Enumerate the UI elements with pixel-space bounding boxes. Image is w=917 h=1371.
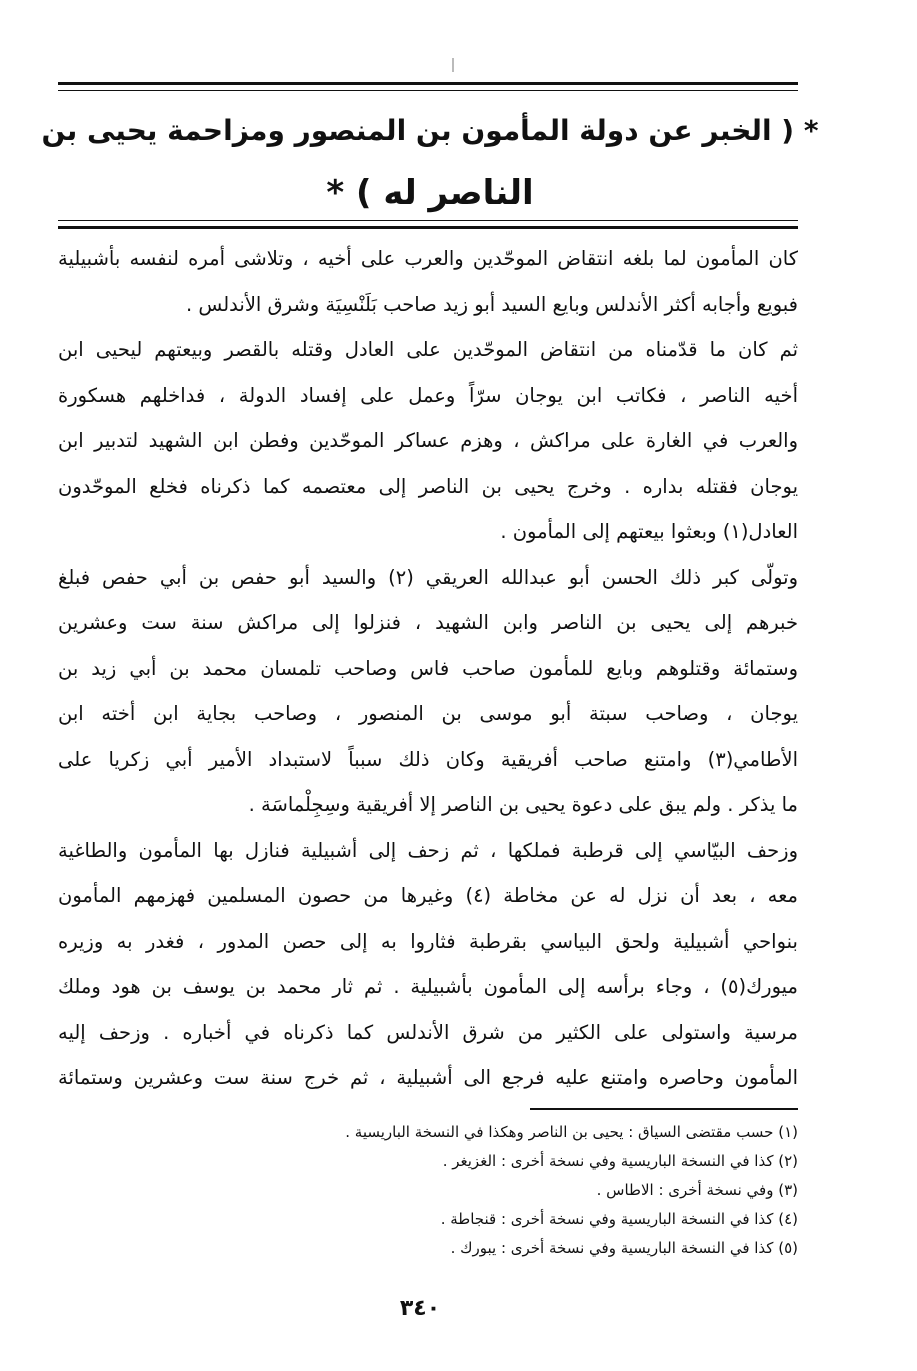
body-line: ميورك(٥) ، وجاء برأسه إلى المأمون بأشبيلية . ثم ثار محمد بن يوسف بن هود وملك [58,975,798,998]
body-line: المأمون وحاصره وامتنع عليه فرجع الى أشبيلية ، ثم خرج سنة ست وعشرين وستمائة [58,1066,798,1089]
body-line: أخيه الناصر ، فكاتب ابن يوجان سرّاً وعمل على إفساد الدولة ، فداخلهم هسكورة [58,383,798,407]
footnote-3: (٣) وفي نسخة أخرى : الاطاس . [596,1181,798,1199]
body-line: ما يذكر . ولم يبق على دعوة يحيى بن الناصر إلا أفريقية وسِجِلْماسَة . [248,793,798,816]
footnote-4: (٤) كذا في النسخة الباريسية وفي نسخة أخرى : قنجاطة . [440,1210,798,1228]
chapter-heading [40,100,820,224]
top-rule-thick [58,82,798,85]
body-line: وستمائة وقتلوهم وبايع للمأمون صاحب فاس وصاحب تلمسان محمد بن أبي زيد بن [58,656,798,680]
body-line: كان المأمون لما بلغه انتقاض الموحّدين والعرب على أخيه ، وتلاشى أمره لنفسه بأشبيلية [58,247,798,270]
body-line: معه ، بعد أن نزل له عن مخاطة (٤) وغيرها من حصون المسلمين فهزمهم المأمون [58,884,798,907]
footnote-5: (٥) كذا في النسخة الباريسية وفي نسخة أخرى : يبورك . [450,1239,798,1257]
body-line: وزحف البيّاسي إلى قرطبة فملكها ، ثم زحف إلى أشبيلية فنازل بها المأمون والطاغية [58,838,798,862]
footnote-separator [530,1108,798,1110]
body-line: ثم كان ما قدّمناه من انتقاض الموحّدين على العادل وقتله بالقصر وبيعتهم ليحيى ابن [58,338,798,361]
footnote-2: (٢) كذا في النسخة الباريسية وفي نسخة أخرى : الغزيغر . [442,1152,798,1170]
body-line: خبرهم إلى يحيى بن الناصر وابن الشهيد ، فنزلوا إلى مراكش سنة ست وعشرين [58,611,798,634]
bottom-rule-thick [58,226,798,229]
body-text [58,236,798,1101]
body-line: والعرب في الغارة على مراكش ، وهزم عساكر الموحّدين وفطن ابن الشهيد لتدبير ابن [58,429,798,452]
heading-line-2: الناصر له ) * [326,173,534,213]
body-line: مرسية واستولى على الكثير من شرق الأندلس كما ذكرناه في أخباره . وزحف إليه [58,1020,798,1044]
bottom-rule-thin [58,220,798,221]
body-line: الأطامي(٣) وامتنع صاحب أفريقية وكان ذلك سبباً لاستبداد الأمير أبي زكريا على [58,747,798,771]
footnotes [58,1118,798,1263]
page-number: ٣٤٠ [399,1296,441,1321]
scan-mark [452,58,454,72]
body-line: وتولّى كبر ذلك الحسن أبو عبدالله العريقي (٢) والسيد أبو حفص بن أبي حفص فبلغ [58,565,798,589]
body-line: يوجان ، وصاحب سبتة أبو موسى بن المنصور ، وصاحب بجاية ابن أخته ابن [58,702,798,725]
footnote-1: (١) حسب مقتضى السياق : يحيى بن الناصر وهكذا في النسخة الباريسية . [345,1123,798,1141]
body-line: يوجان فقتله بداره . وخرج يحيى بن الناصر إلى معتصمه كما ذكرناه فخلع الموحّدون [58,474,798,498]
body-line: العادل(١) وبعثوا بيعتهم إلى المأمون . [500,520,798,543]
heading-line-1: * ( الخبر عن دولة المأمون بن المنصور ومزاحمة يحيى بن [41,114,819,147]
body-line: بنواحي أشبيلية ولحق البياسي بقرطبة فثاروا به إلى حصن المدور ، فغدر به وزيره [58,929,798,953]
top-rule-thin [58,90,798,91]
body-line: فبويع وأجابه أكثر الأندلس وبايع السيد أبو زيد صاحب بَلَنْسِيَة وشرق الأندلس . [185,292,798,316]
